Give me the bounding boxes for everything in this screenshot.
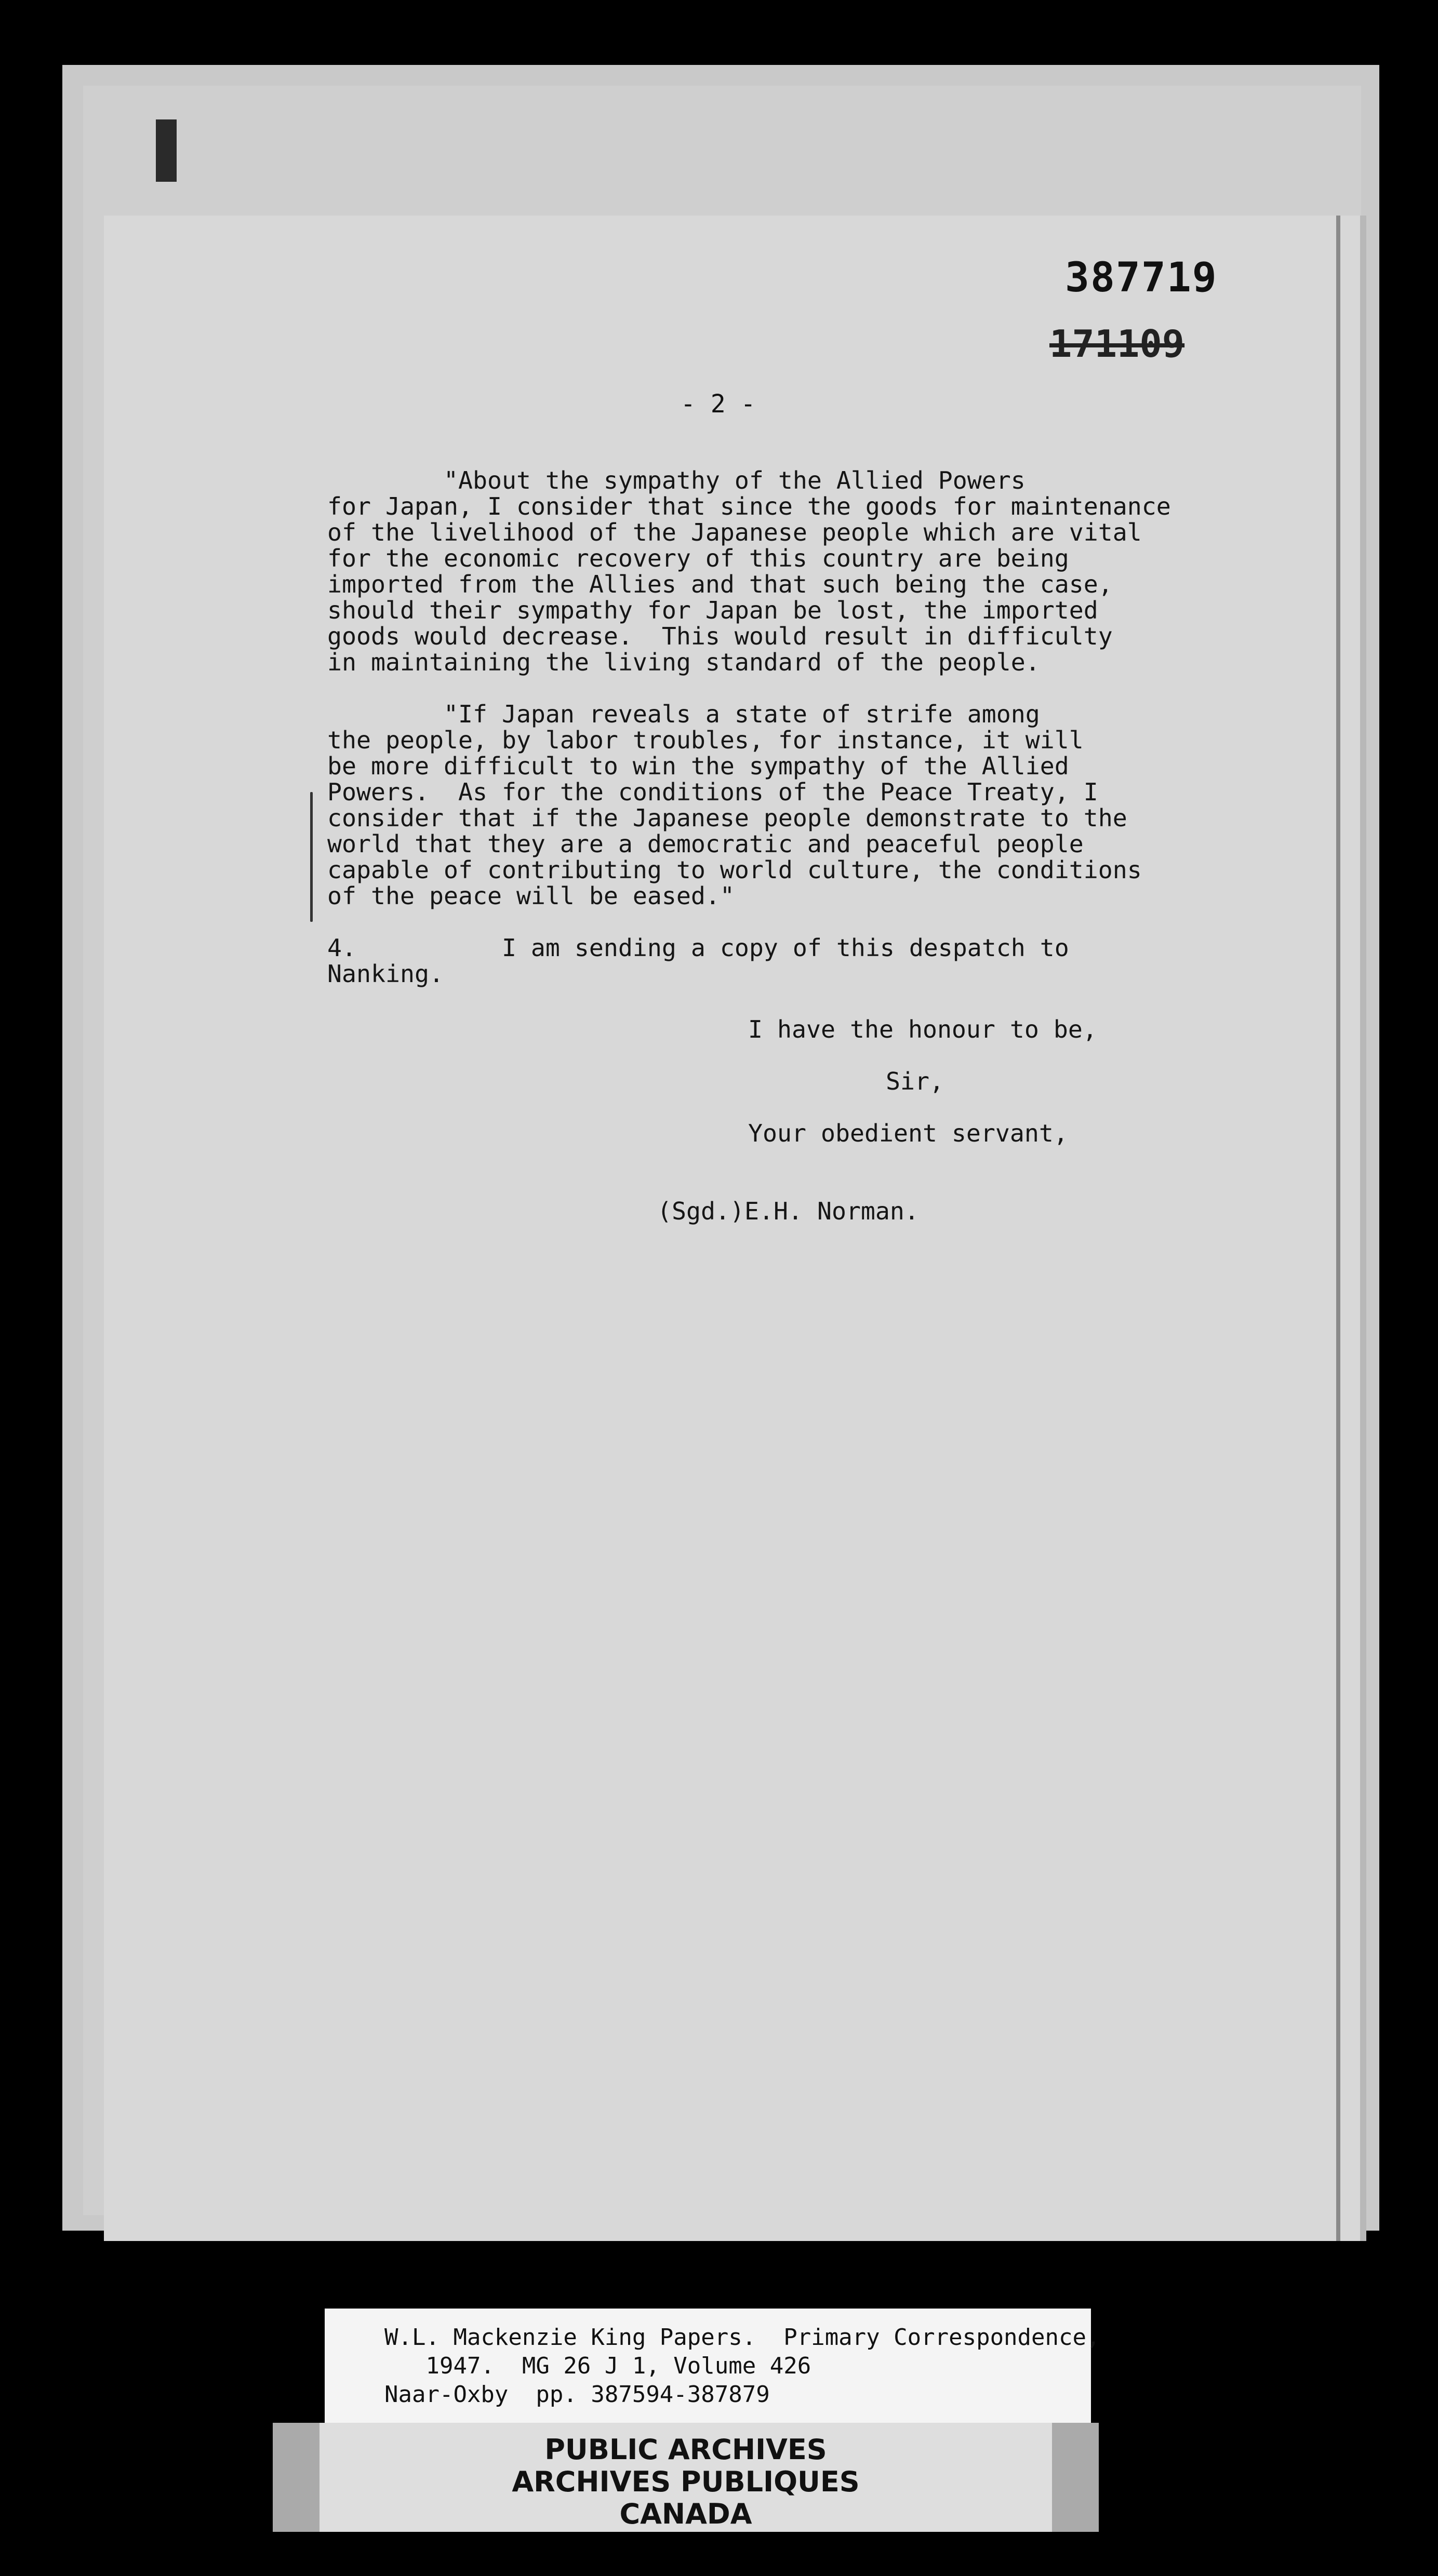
paragraph-strife: "If Japan reveals a state of strife among the people, by labor troubles, for instance, it will be more difficult to win the sympathy of the Allied Powers. As for the conditions of the Peace Treaty, I consider that if the Japanese people demonstrate to the world that they are a democratic and peaceful people capable of contributing to world culture, the conditions of the peace will be eased.": [327, 700, 1142, 910]
struck-out-number: 171109: [1049, 322, 1185, 366]
paper-fold-mark: [156, 119, 177, 182]
document-number: 387719: [1065, 254, 1218, 301]
paragraph-sympathy: "About the sympathy of the Allied Powers for Japan, I consider that since the goods for maintenance of the livelihood of the Japanese people which are vital for the economic recovery of this country are being imported from the Allies and that such being the case, should their sympathy for Japan be lost, the imported goods would decrease. This would result in difficulty in maintaining the living standard of the people.: [327, 466, 1171, 676]
stamp-line-archives-publiques: ARCHIVES PUBLIQUES: [512, 2465, 860, 2498]
paragraph-despatch: 4. I am sending a copy of this despatch to Nanking.: [327, 934, 1069, 988]
letter-body: [327, 467, 1252, 1013]
page-edge: [1336, 216, 1340, 2241]
closing-honour: I have the honour to be,: [748, 1015, 1097, 1043]
closing-servant: Your obedient servant,: [748, 1119, 1068, 1147]
public-archives-stamp: [273, 2423, 1099, 2532]
closing-salutation: Sir,: [886, 1067, 944, 1095]
stamp-line-canada: CANADA: [619, 2498, 752, 2530]
archive-label-line-2: 1947. MG 26 J 1, Volume 426: [384, 2353, 811, 2379]
stamp-line-public-archives: PUBLIC ARCHIVES: [544, 2433, 827, 2466]
archive-label-line-3: Naar-Oxby pp. 387594-387879: [384, 2381, 770, 2408]
page-number: - 2 -: [681, 390, 756, 419]
archive-reference-label: [325, 2309, 1100, 2428]
margin-mark: [310, 792, 313, 922]
archive-label-line-1: W.L. Mackenzie King Papers. Primary Correspondence,: [384, 2324, 1100, 2351]
signature: (Sgd.)E.H. Norman.: [657, 1197, 919, 1225]
